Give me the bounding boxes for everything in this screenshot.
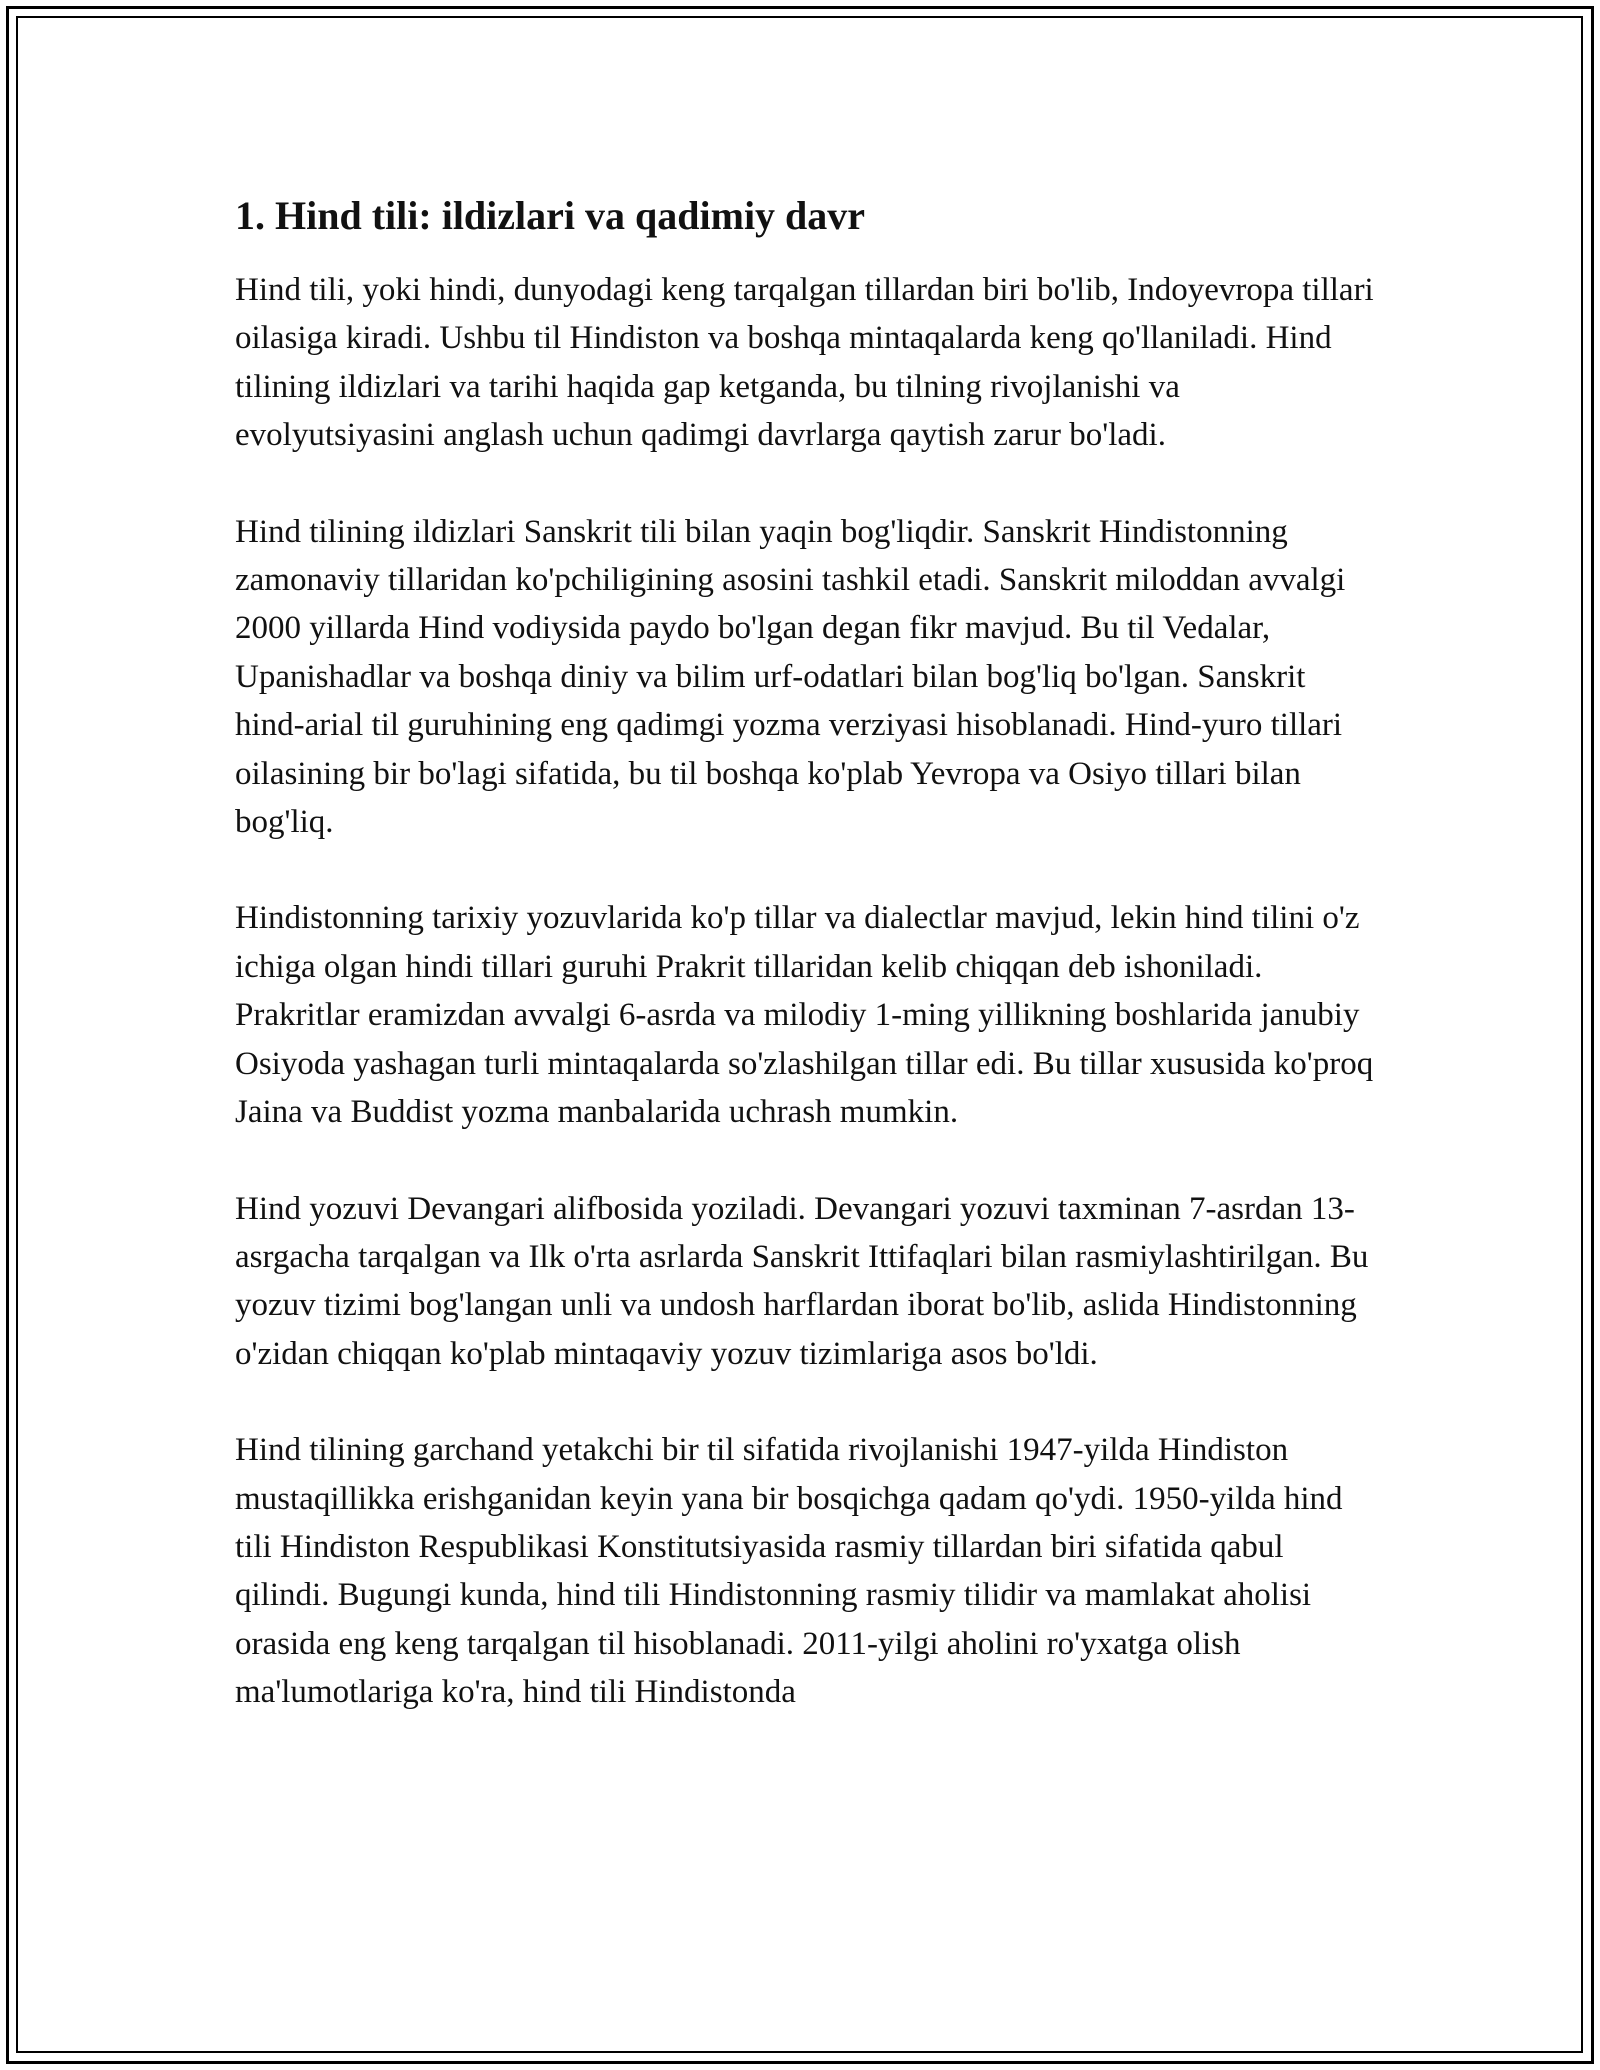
- paragraph-devanagari-script: Hind yozuvi Devangari alifbosida yoziladi. Devangari yozuvi taxminan 7-asrdan 13-asrgacha tarqalgan va Ilk o'rta asrlarda Sanskrit Ittifaqlari bilan rasmiylashtirilgan. Bu yozuv tizimi bog'langan unli va undosh harflardan iborat bo'lib, aslida Hindistonning o'zidan chiqqan ko'plab mintaqaviy yozuv tizimlariga asos bo'ldi.: [235, 1190, 1369, 1372]
- paragraph-sanskrit-roots: Hind tilining ildizlari Sanskrit tili bilan yaqin bog'liqdir. Sanskrit Hindistonning zamonaviy tillaridan ko'pchiligining asosini tashkil etadi. Sanskrit miloddan avvalgi 2000 yillarda Hind vodiysida paydo bo'lgan degan fikr mavjud. Bu til Vedalar, Upanishadlar va boshqa diniy va bilim urf-odatlari bilan bog'liq bo'lgan. Sanskrit hind-arial til guruhining eng qadimgi yozma verziyasi hisoblanadi. Hind-yuro tillari oilasining bir bo'lagi sifatida, bu til boshqa ko'plab Yevropa va Osiyo tillari bilan bog'liq.: [235, 513, 1346, 841]
- paragraph-introduction: Hind tili, yoki hindi, dunyodagi keng tarqalgan tillardan biri bo'lib, Indoyevropa tillari oilasiga kiradi. Ushbu til Hindiston va boshqa mintaqalarda keng qo'llaniladi. Hind tilining ildizlari va tarihi haqida gap ketganda, bu tilning rivojlanishi va evolyutsiyasini anglash uchun qadimgi davrlarga qaytish zarur bo'ladi.: [235, 272, 1374, 454]
- document-body: [235, 188, 1375, 1765]
- paragraph-prakrit-origins: Hindistonning tarixiy yozuvlarida ko'p tillar va dialectlar mavjud, lekin hind tilini o'z ichiga olgan hindi tillari guruhi Prakrit tillaridan kelib chiqqan deb ishoniladi. Prakritlar eramizdan avvalgi 6-asrda va milodiy 1-ming yillikning boshlarida janubiy Osiyoda yashagan turli mintaqalarda so'zlashilgan tillar edi. Bu tillar xususida ko'proq Jaina va Buddist yozma manbalarida uchrash mumkin.: [235, 900, 1374, 1131]
- paragraph-modern-status: Hind tilining garchand yetakchi bir til sifatida rivojlanishi 1947-yilda Hindiston mustaqillikka erishganidan keyin yana bir bosqichga qadam qo'ydi. 1950-yilda hind tili Hindiston Respublikasi Konstitutsiyasida rasmiy tillardan biri sifatida qabul qilindi. Bugungi kunda, hind tili Hindistonning rasmiy tilidir va mamlakat aholisi orasida eng keng tarqalgan til hisoblanadi. 2011-yilgi aholini ro'yxatga olish ma'lumotlariga ko'ra, hind tili Hindistonda: [235, 1432, 1343, 1711]
- section-heading: 1. Hind tili: ildizlari va qadimiy davr: [235, 193, 866, 238]
